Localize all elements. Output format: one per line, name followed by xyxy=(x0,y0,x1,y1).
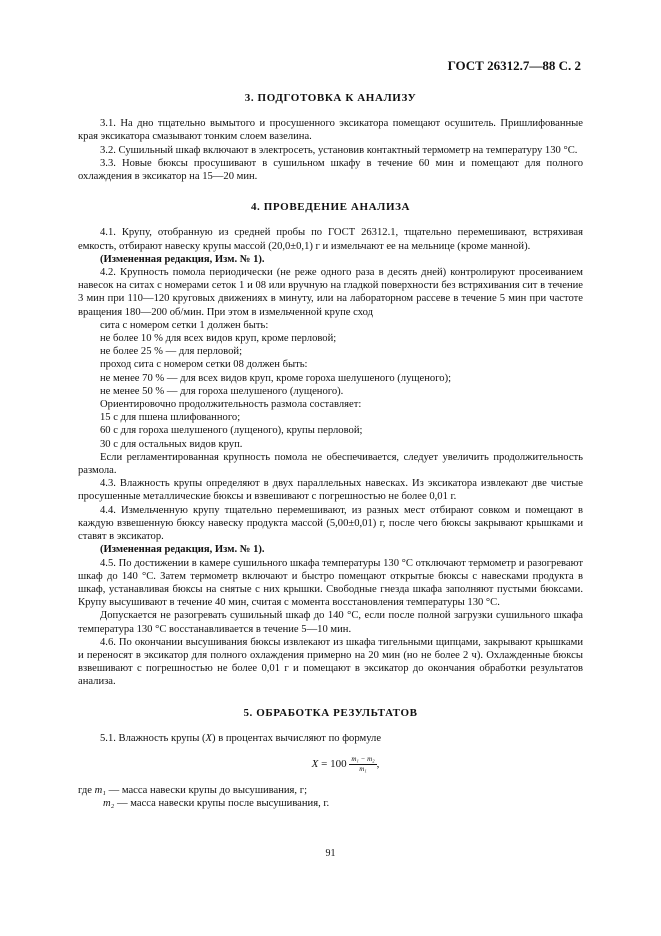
m1-symbol: m₁ xyxy=(94,784,106,796)
p51-var: X xyxy=(205,732,213,744)
m1-desc: — масса навески крупы до высушивания, г; xyxy=(108,784,308,796)
formula-denominator: m₁ xyxy=(359,764,367,773)
moisture-formula xyxy=(108,755,583,774)
document-body xyxy=(78,92,583,810)
p51-pre: 5.1. Влажность крупы ( xyxy=(100,732,206,744)
paragraph-5-1 xyxy=(78,732,583,745)
m2-desc: — масса навески крупы после высушивания, г. xyxy=(117,798,330,810)
list-line-2: не более 10 % для всех видов круп, кроме перловой; xyxy=(100,333,337,345)
paragraph-4-2: 4.2. Крупность помола периодически (не реже одного раза в десять дней) контролируют просеиванием навесок на ситах с номерами сеток 1 и 08 или вручную на гладкой поверхности без встряхивания сит в течение 3 мин при 110—120 круговых движениях в минуту, или на лабораторном рассеве в течение 5 мин при частоте вращения 180—200 об/мин. При этом в измельченной крупе сход xyxy=(78,267,583,318)
list-line-6: не менее 50 % — для гороха шелушеного (лущеного). xyxy=(100,385,344,397)
formula-fraction xyxy=(349,755,376,774)
list-line-3: не более 25 % — для перловой; xyxy=(100,346,243,358)
formula-eq: = 100 xyxy=(321,757,347,770)
formula-end: , xyxy=(376,757,380,770)
page-header: ГОСТ 26312.7—88 С. 2 xyxy=(447,58,581,73)
list-line-4: проход сита с номером сетки 08 должен быть: xyxy=(100,359,308,371)
paragraph-4-1: 4.1. Крупу, отобранную из средней пробы по ГОСТ 26312.1, тщательно перемешивают, встряхивая емкость, отбирают навеску крупы массой (20,0±0,1) г и измельчают ее на мельнице (кроме манной). xyxy=(78,227,583,252)
list-line-5: не менее 70 % — для всех видов круп, кроме гороха шелушеного (лущеного); xyxy=(100,372,452,384)
list-line-11: Если регламентированная крупность помола не обеспечивается, следует увеличить продолжительность размола. xyxy=(78,451,583,477)
list-line-9: 60 с для гороха шелушеного (лущеного), крупы перловой; xyxy=(100,425,363,437)
formula-lhs: X xyxy=(311,757,319,770)
section-4-title: 4. ПРОВЕДЕНИЕ АНАЛИЗА xyxy=(250,201,411,214)
paragraph-4-6: 4.6. По окончании высушивания бюксы извлекают из шкафа тигельными щипцами, закрывают крышками и переносят в эксикатор для полного охлаждения примерно на 20 мин (но не более 2 ч). Охлажденные бюксы взвешивают с погрешностью не более 0,01 г и помещают в эксикатор до окончания обработки результатов анализа. xyxy=(78,636,583,688)
where-pre: где xyxy=(78,784,92,796)
paragraph-4-5-note: Допускается не разогревать сушильный шкаф до 140 °С, если после полной загрузки сушильного шкафа температура 130 °С восстанавливается в течение 5—10 мин. xyxy=(78,610,583,635)
m2-symbol: m₂ xyxy=(103,798,115,810)
paragraph-4-4: 4.4. Измельченную крупу тщательно перемешивают, из разных мест отбирают совком и помещают в каждую взвешенную бюксу навеску продукта массой (5,00±0,01) г, после чего бюксы закрывают крышками и ставят в эксикатор. xyxy=(78,504,583,543)
edit-note-1: (Измененная редакция, Изм. № 1). xyxy=(100,253,265,265)
section-3-title: 3. ПОДГОТОВКА К АНАЛИЗУ xyxy=(244,92,417,104)
paragraph-3-2: 3.2. Сушильный шкаф включают в электросеть, установив контактный термометр на температуру 130 °С. xyxy=(100,144,578,156)
p51-post: ) в процентах вычисляют по формуле xyxy=(212,732,382,744)
where-list xyxy=(78,784,583,810)
list-line-1: сита с номером сетки 1 должен быть: xyxy=(100,319,269,331)
list-line-7: Ориентировочно продолжительность размола составляет: xyxy=(100,399,362,411)
where-m2 xyxy=(78,797,583,810)
paragraph-3-1: 3.1. На дно тщательно вымытого и просушенного эксикатора помещают осушитель. Пришлифованные края эксикатора смазывают тонким слоем вазелина. xyxy=(78,118,583,143)
list-line-8: 15 с для пшена шлифованного; xyxy=(100,412,241,424)
list-line-10: 30 с для остальных видов круп. xyxy=(100,438,243,450)
paragraph-3-3: 3.3. Новые бюксы просушивают в сушильном шкафу в течение 60 мин и помещают для полного охлаждения в эксикатор на 15—20 мин. xyxy=(78,157,583,183)
paragraph-4-5: 4.5. По достижении в камере сушильного шкафа температуры 130 °С отключают термометр и разогревают шкаф до 140 °С. Затем термометр включают и быстро помещают открытые бюксы с навесками продукта в шкаф, устанавливая бюксы на снятые с них крышки. Свободные гнезда шкафа заполняют пустыми бюксами. Крупу высушивают в течение 40 мин, считая с момента восстановления температуры 130 °С. xyxy=(78,557,583,609)
edit-note-2: (Измененная редакция, Изм. № 1). xyxy=(100,544,265,556)
paragraph-4-3: 4.3. Влажность крупы определяют в двух параллельных навесках. Из эксикатора извлекают две чистые просушенные металлические бюксы и взвешивают с погрешностью не более 0,01 г. xyxy=(78,478,583,503)
where-m1 xyxy=(78,784,583,797)
page-number: 91 xyxy=(325,848,336,859)
section-5-title: 5. ОБРАБОТКА РЕЗУЛЬТАТОВ xyxy=(243,706,418,719)
formula-numerator: m₁ − m₂ xyxy=(351,754,375,763)
